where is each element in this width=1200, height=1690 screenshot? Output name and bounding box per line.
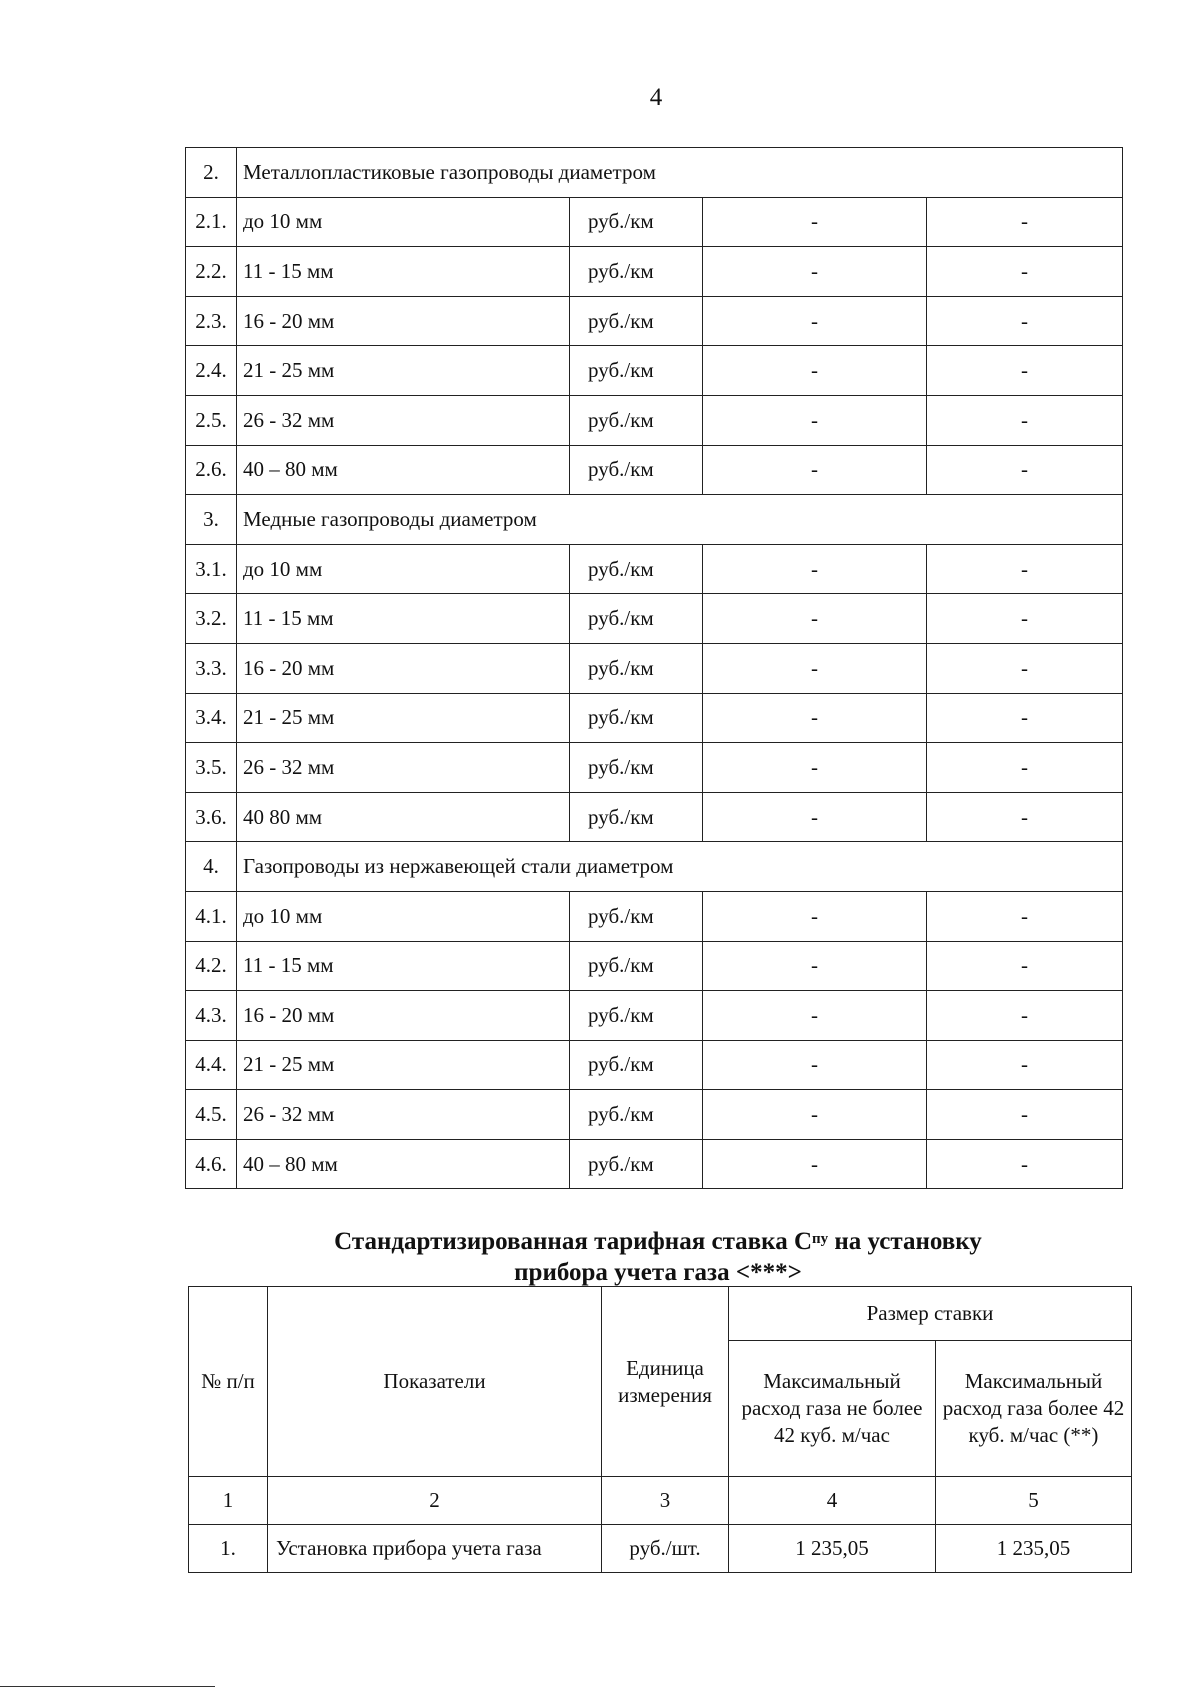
table-row [186, 594, 1123, 644]
col-number: 2 [268, 1477, 602, 1525]
table-row [186, 693, 1123, 743]
row-value-2: - [927, 445, 1123, 495]
meter-installation-table [188, 1286, 1132, 1573]
row-number: 2.3. [186, 296, 237, 346]
row-name: 16 - 20 мм [237, 991, 570, 1041]
row-name: 40 80 мм [237, 792, 570, 842]
row-value-1: - [703, 643, 927, 693]
row-number: 3.6. [186, 792, 237, 842]
row-number: 3.4. [186, 693, 237, 743]
row-name: до 10 мм [237, 197, 570, 247]
header-unit: Единица измерения [602, 1287, 729, 1477]
row-value-1: - [703, 296, 927, 346]
row-number: 4.5. [186, 1090, 237, 1140]
row-name: 16 - 20 мм [237, 643, 570, 693]
row-unit: руб./км [570, 247, 703, 297]
row-value-1: - [703, 1139, 927, 1189]
col-number: 1 [189, 1477, 268, 1525]
table-row [186, 197, 1123, 247]
row-name: до 10 мм [237, 891, 570, 941]
row-value-2: 1 235,05 [936, 1525, 1132, 1573]
row-number: 2.5. [186, 395, 237, 445]
row-value-2: - [927, 941, 1123, 991]
row-number: 4.4. [186, 1040, 237, 1090]
table-row [186, 991, 1123, 1041]
row-unit: руб./км [570, 643, 703, 693]
page-number: 4 [649, 84, 663, 111]
header-rate-size: Размер ставки [729, 1287, 1132, 1341]
section-row [186, 148, 1123, 198]
row-value-2: - [927, 991, 1123, 1041]
row-value-2: - [927, 247, 1123, 297]
table-row [186, 1139, 1123, 1189]
row-number: 2.2. [186, 247, 237, 297]
row-name: 21 - 25 мм [237, 346, 570, 396]
title-part: на установку [828, 1228, 982, 1255]
row-unit: руб./км [570, 792, 703, 842]
section-row [186, 842, 1123, 892]
row-unit: руб./км [570, 941, 703, 991]
table-row [186, 743, 1123, 793]
row-unit: руб./км [570, 346, 703, 396]
section-name: Газопроводы из нержавеющей стали диаметром [237, 842, 1123, 892]
row-value-2: - [927, 1090, 1123, 1140]
row-value-1: 1 235,05 [729, 1525, 936, 1573]
row-value-1: - [703, 544, 927, 594]
title-part: Стандартизированная тарифная ставка С [334, 1228, 812, 1255]
row-value-2: - [927, 296, 1123, 346]
row-value-2: - [927, 594, 1123, 644]
row-name: 11 - 15 мм [237, 594, 570, 644]
col-number: 5 [936, 1477, 1132, 1525]
row-name: Установка прибора учета газа [268, 1525, 602, 1573]
row-value-1: - [703, 693, 927, 743]
row-unit: руб./шт. [602, 1525, 729, 1573]
row-value-1: - [703, 395, 927, 445]
pipeline-rates-table [185, 147, 1123, 1189]
row-name: до 10 мм [237, 544, 570, 594]
table-row [186, 395, 1123, 445]
row-value-2: - [927, 395, 1123, 445]
row-number: 4.1. [186, 891, 237, 941]
row-name: 26 - 32 мм [237, 395, 570, 445]
table-row [186, 1040, 1123, 1090]
table-row [186, 891, 1123, 941]
row-value-2: - [927, 643, 1123, 693]
row-number: 3. [186, 495, 237, 545]
row-value-1: - [703, 247, 927, 297]
row-value-2: - [927, 346, 1123, 396]
row-value-1: - [703, 594, 927, 644]
row-unit: руб./км [570, 693, 703, 743]
row-value-1: - [703, 991, 927, 1041]
row-number: 2.4. [186, 346, 237, 396]
row-number: 3.1. [186, 544, 237, 594]
footnote-rule [0, 1686, 215, 1687]
row-name: 16 - 20 мм [237, 296, 570, 346]
table-row [186, 247, 1123, 297]
row-value-1: - [703, 792, 927, 842]
section-title-line1 [185, 1226, 1131, 1257]
table-row [186, 346, 1123, 396]
row-value-2: - [927, 891, 1123, 941]
row-unit: руб./км [570, 445, 703, 495]
header-num: № п/п [189, 1287, 268, 1477]
row-number: 2. [186, 148, 237, 198]
row-value-1: - [703, 1090, 927, 1140]
row-value-1: - [703, 891, 927, 941]
row-number: 4.2. [186, 941, 237, 991]
row-unit: руб./км [570, 197, 703, 247]
row-number: 4.3. [186, 991, 237, 1041]
row-value-2: - [927, 792, 1123, 842]
table-row [186, 941, 1123, 991]
row-number: 2.1. [186, 197, 237, 247]
header-row [189, 1287, 1132, 1341]
row-name: 21 - 25 мм [237, 693, 570, 743]
section-title [185, 1226, 1131, 1288]
row-name: 40 – 80 мм [237, 1139, 570, 1189]
row-value-1: - [703, 346, 927, 396]
table-row [186, 643, 1123, 693]
row-number: 3.3. [186, 643, 237, 693]
row-value-1: - [703, 743, 927, 793]
row-unit: руб./км [570, 544, 703, 594]
column-numbers-row [189, 1477, 1132, 1525]
row-name: 26 - 32 мм [237, 743, 570, 793]
row-name: 11 - 15 мм [237, 247, 570, 297]
row-value-1: - [703, 1040, 927, 1090]
section-name: Металлопластиковые газопроводы диаметром [237, 148, 1123, 198]
row-value-1: - [703, 197, 927, 247]
row-unit: руб./км [570, 743, 703, 793]
row-name: 11 - 15 мм [237, 941, 570, 991]
col-number: 4 [729, 1477, 936, 1525]
row-name: 21 - 25 мм [237, 1040, 570, 1090]
row-value-2: - [927, 693, 1123, 743]
col-number: 3 [602, 1477, 729, 1525]
pipeline-rates-body [186, 148, 1123, 1189]
row-unit: руб./км [570, 991, 703, 1041]
row-unit: руб./км [570, 296, 703, 346]
table-row [189, 1525, 1132, 1573]
row-name: 40 – 80 мм [237, 445, 570, 495]
row-value-2: - [927, 197, 1123, 247]
header-col4: Максимальный расход газа не более 42 куб. м/час [729, 1341, 936, 1477]
table-row [186, 792, 1123, 842]
table-row [186, 445, 1123, 495]
row-unit: руб./км [570, 1040, 703, 1090]
row-name: 26 - 32 мм [237, 1090, 570, 1140]
header-col5: Максимальный расход газа более 42 куб. м/час (**) [936, 1341, 1132, 1477]
row-value-2: - [927, 743, 1123, 793]
row-number: 4. [186, 842, 237, 892]
row-value-2: - [927, 1139, 1123, 1189]
row-unit: руб./км [570, 395, 703, 445]
row-value-2: - [927, 1040, 1123, 1090]
table-row [186, 544, 1123, 594]
row-value-1: - [703, 445, 927, 495]
header-indicators: Показатели [268, 1287, 602, 1477]
row-unit: руб./км [570, 1090, 703, 1140]
row-number: 4.6. [186, 1139, 237, 1189]
row-num: 1. [189, 1525, 268, 1573]
row-number: 3.5. [186, 743, 237, 793]
row-unit: руб./км [570, 1139, 703, 1189]
row-value-1: - [703, 941, 927, 991]
row-value-2: - [927, 544, 1123, 594]
row-number: 3.2. [186, 594, 237, 644]
row-unit: руб./км [570, 891, 703, 941]
section-name: Медные газопроводы диаметром [237, 495, 1123, 545]
section-title-line2: прибора учета газа <***> [514, 1259, 802, 1286]
table-row [186, 296, 1123, 346]
section-row [186, 495, 1123, 545]
table-row [186, 1090, 1123, 1140]
row-number: 2.6. [186, 445, 237, 495]
row-unit: руб./км [570, 594, 703, 644]
title-superscript: пу [812, 1231, 829, 1247]
